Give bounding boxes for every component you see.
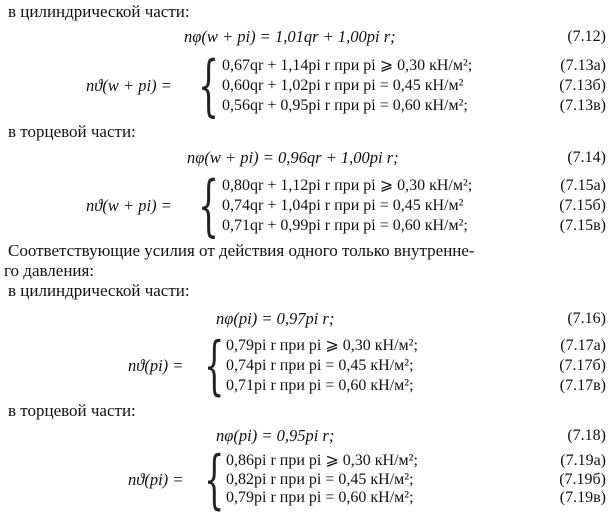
equation-number-7-15c: (7.15в) <box>559 217 606 234</box>
equation-7-12: nφ(w + pi) = 1,01qr + 1,00pi r; <box>184 27 396 46</box>
equation-line-7-19c: 0,79pi r при pi = 0,60 кН/м²; <box>226 489 414 506</box>
equation-number-7-12: (7.12) <box>567 28 606 45</box>
equation-number-7-16: (7.16) <box>567 310 606 327</box>
equation-number-7-19b: (7.19б) <box>559 471 606 488</box>
equation-7-16: nφ(pi) = 0,97pi r; <box>216 309 335 328</box>
equation-group-7-17-lhs: nϑ(pi) = <box>128 356 184 375</box>
brace-icon: { <box>204 443 225 517</box>
equation-7-14: nφ(w + pi) = 0,96qr + 1,00pi r; <box>187 148 399 167</box>
equation-number-7-18: (7.18) <box>567 427 606 444</box>
equation-line-7-15a: 0,80qr + 1,12pi r при pi ⩾ 0,30 кН/м²; <box>222 177 473 194</box>
equation-number-7-19c: (7.19в) <box>559 489 606 506</box>
equation-number-7-15b: (7.15б) <box>559 197 606 214</box>
paragraph-line-2: го давления: <box>4 261 95 280</box>
equation-group-7-19-lhs: nϑ(pi) = <box>128 470 184 489</box>
paragraph-line-1: Соответствующие усилия от действия одного только внутренне- <box>8 241 475 260</box>
brace-icon: { <box>198 47 219 124</box>
equation-line-7-13c: 0,56qr + 0,95pi r при pi = 0,60 кН/м²; <box>222 97 468 114</box>
equation-line-7-19a: 0,86pi r при pi ⩾ 0,30 кН/м²; <box>226 452 418 469</box>
equation-number-7-17b: (7.17б) <box>559 357 606 374</box>
section-header-cylindrical-2: в цилиндрической части: <box>8 281 190 300</box>
equation-number-7-17c: (7.17в) <box>559 377 606 394</box>
equation-line-7-13b: 0,60qr + 1,02pi r при pi = 0,45 кН/м² <box>222 77 464 94</box>
equation-line-7-17c: 0,71pi r при pi = 0,60 кН/м²; <box>226 377 414 394</box>
equation-line-7-17a: 0,79pi r при pi ⩾ 0,30 кН/м²; <box>226 337 418 354</box>
brace-icon: { <box>204 329 225 403</box>
equation-number-7-13b: (7.13б) <box>559 77 606 94</box>
equation-number-7-13a: (7.13а) <box>560 57 606 74</box>
equation-number-7-14: (7.14) <box>567 149 606 166</box>
equation-line-7-19b: 0,82pi r при pi = 0,45 кН/м²; <box>226 471 414 488</box>
brace-icon: { <box>198 167 219 244</box>
equation-line-7-15b: 0,74qr + 1,04pi r при pi = 0,45 кН/м² <box>222 197 464 214</box>
equation-line-7-15c: 0,71qr + 0,99pi r при pi = 0,60 кН/м²; <box>222 217 468 234</box>
equation-number-7-19a: (7.19а) <box>560 452 606 469</box>
equation-7-18: nφ(pi) = 0,95pi r; <box>216 426 335 445</box>
section-header-cylindrical: в цилиндрической части: <box>8 2 190 21</box>
equation-group-7-15-lhs: nϑ(w + pi) = <box>86 196 172 215</box>
equation-number-7-17a: (7.17а) <box>560 337 606 354</box>
equation-line-7-17b: 0,74pi r при pi = 0,45 кН/м²; <box>226 357 414 374</box>
equation-line-7-13a: 0,67qr + 1,14pi r при pi ⩾ 0,30 кН/м²; <box>222 57 473 74</box>
section-header-end: в торцевой части: <box>8 122 136 141</box>
equation-group-7-13-lhs: nϑ(w + pi) = <box>86 76 172 95</box>
equation-number-7-15a: (7.15а) <box>560 177 606 194</box>
section-header-end-2: в торцевой части: <box>8 401 136 420</box>
equation-number-7-13c: (7.13в) <box>559 97 606 114</box>
